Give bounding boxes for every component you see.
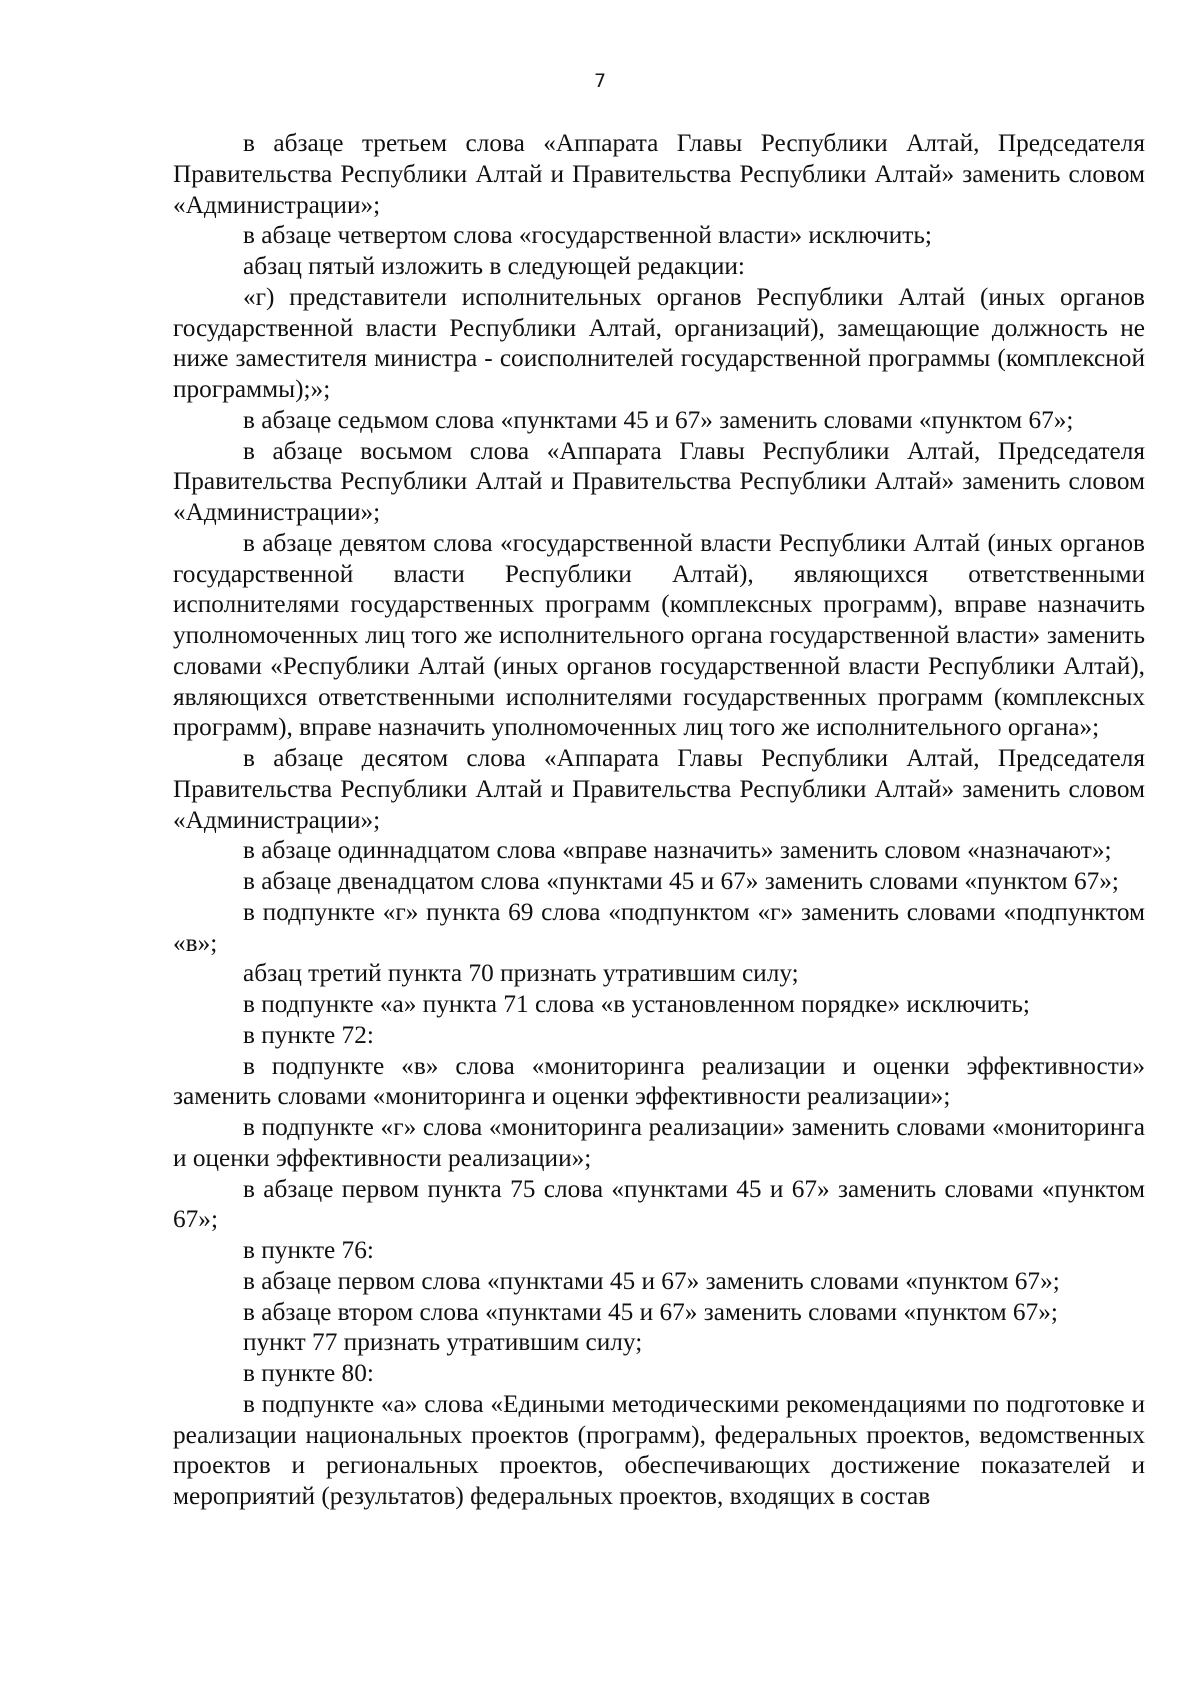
paragraph: в подпункте «а» пункта 71 слова «в установленном порядке» исключить;: [243, 990, 1030, 1018]
paragraph: в абзаце седьмом слова «пунктами 45 и 67» заменить словами «пунктом 67»;: [243, 405, 1074, 434]
paragraph: в абзаце двенадцатом слова «пунктами 45 и 67» заменить словами «пунктом 67»;: [243, 867, 1119, 895]
paragraph: в пункте 76:: [243, 1236, 374, 1264]
document-body: [173, 128, 1145, 1512]
paragraph: в абзаце десятом слова «Аппарата Главы Республики Алтай, Председателя Правительства Республики Алтай и Правительства Республики Алтай» заменить словом «Администрации»;: [173, 744, 1145, 834]
paragraph: в подпункте «а» слова «Едиными методическими рекомендациями по подготовке и реализации национальных проектов (программ), федеральных проектов, ведомственных проектов и региональных проектов, обеспечивающих достижение показателей и мероприятий (результатов) федеральных проектов, входящих в состав: [173, 1389, 1145, 1510]
paragraph: в абзаце девятом слова «государственной власти Республики Алтай (иных органов государственной власти Республики Алтай), являющихся ответственными исполнителями государственных программ (комплексных программ), вправе назначить уполномоченных лиц того же исполнительного органа государственной власти» заменить словами «Республики Алтай (иных органов государственной власти Республики Алтай), являющихся ответственными исполнителями государственных программ (комплексных программ), вправе назначить уполномоченных лиц того же исполнительного органа»;: [173, 528, 1145, 742]
paragraph: в подпункте «г» слова «мониторинга реализации» заменить словами «мониторинга и оценки эффективности реализации»;: [173, 1113, 1145, 1172]
paragraph: абзац пятый изложить в следующей редакции:: [243, 252, 745, 280]
paragraph: в подпункте «г» пункта 69 слова «подпунктом «г» заменить словами «подпунктом «в»;: [173, 897, 1145, 957]
paragraph: в абзаце четвертом слова «государственной власти» исключить;: [243, 221, 932, 250]
paragraph: в подпункте «в» слова «мониторинга реализации и оценки эффективности» заменить словами «мониторинга и оценки эффективности реализации»;: [173, 1051, 1145, 1111]
page-number: 7: [593, 70, 607, 92]
paragraph: в абзаце первом пункта 75 слова «пунктами 45 и 67» заменить словами «пунктом 67»;: [173, 1174, 1145, 1234]
paragraph: в пункте 80:: [243, 1359, 374, 1387]
paragraph: в абзаце третьем слова «Аппарата Главы Республики Алтай, Председателя Правительства Республики Алтай и Правительства Республики Алтай» заменить словом «Администрации»;: [173, 129, 1145, 219]
paragraph: «г) представители исполнительных органов Республики Алтай (иных органов государственной власти Республики Алтай, организаций), замещающие должность не ниже заместителя министра - соисполнителей государственной программы (комплексной программы);»;: [173, 282, 1145, 403]
paragraph: в абзаце втором слова «пунктами 45 и 67» заменить словами «пунктом 67»;: [243, 1297, 1058, 1326]
paragraph: абзац третий пункта 70 признать утратившим силу;: [243, 959, 799, 988]
paragraph: в абзаце восьмом слова «Аппарата Главы Республики Алтай, Председателя Правительства Республики Алтай и Правительства Республики Алтай» заменить словом «Администрации»;: [173, 436, 1145, 526]
paragraph: в абзаце первом слова «пунктами 45 и 67» заменить словами «пунктом 67»;: [243, 1266, 1060, 1295]
paragraph: пункт 77 признать утратившим силу;: [243, 1328, 643, 1357]
paragraph: в абзаце одиннадцатом слова «вправе назначить» заменить словом «назначают»;: [243, 836, 1112, 865]
paragraph: в пункте 72:: [243, 1020, 374, 1049]
